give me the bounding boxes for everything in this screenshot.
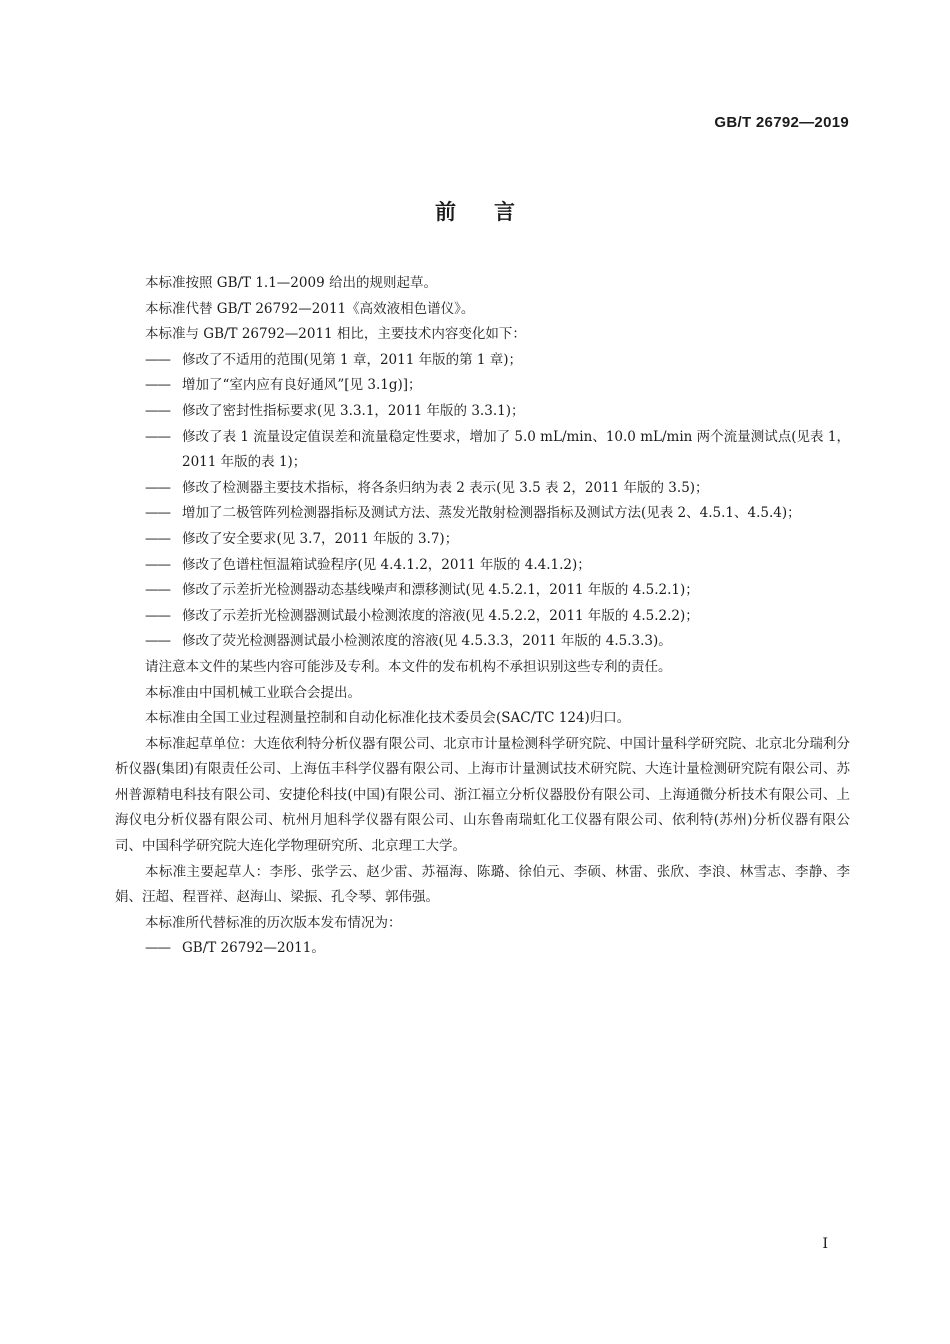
history-heading: 本标准所代替标准的历次版本发布情况为： (145, 914, 402, 931)
dash-marker (145, 476, 182, 502)
page-title (0, 196, 950, 226)
dash-marker (145, 373, 182, 399)
list-item (115, 936, 850, 962)
list-item (115, 604, 850, 630)
list-item (115, 476, 850, 502)
dash-marker (145, 501, 182, 527)
dash-marker (145, 578, 182, 604)
list-item-text: 修改了色谱柱恒温箱试验程序(见 4.4.1.2，2011 年版的 4.4.1.2)； (182, 556, 591, 573)
list-item-text: 修改了荧光检测器测试最小检测浓度的溶液(见 4.5.3.3，2011 年版的 4.5.3.3)。 (182, 633, 672, 650)
list-item-text: 修改了检测器主要技术指标，将各条归纳为表 2 表示(见 3.5 表 2，2011 年版的 3.5)； (182, 479, 709, 496)
list-item (115, 501, 850, 527)
dash-marker (145, 629, 182, 655)
document-code: GB/T 26792—2019 (714, 114, 849, 131)
preface-body (115, 271, 850, 962)
dash-marker (145, 936, 182, 962)
list-item-text: 修改了示差折光检测器动态基线噪声和漂移测试(见 4.5.2.1，2011 年版的 4.5.2.1)； (182, 582, 699, 599)
list-item (115, 373, 850, 399)
list-item-text: 增加了“室内应有良好通风”[见 3.1g)]； (182, 377, 422, 394)
patent-notice: 请注意本文件的某些内容可能涉及专利。本文件的发布机构不承担识别这些专利的责任。 (145, 658, 672, 675)
proposed-by: 本标准由中国机械工业联合会提出。 (145, 684, 361, 701)
changes-list (115, 348, 850, 655)
list-item-text: 修改了密封性指标要求(见 3.3.1，2011 年版的 3.3.1)； (182, 402, 525, 419)
list-item-text: 修改了安全要求(见 3.7，2011 年版的 3.7)； (182, 530, 459, 547)
page-title-part-2: 言 (494, 200, 515, 224)
dash-marker (145, 527, 182, 553)
list-item (115, 578, 850, 604)
main-drafters: 本标准主要起草人：李彤、张学云、赵少雷、苏福海、陈璐、徐伯元、李硕、林雷、张欣、李浪、林雪志、李静、李娟、汪超、程晋祥、赵海山、梁振、孔令琴、郭伟强。 (115, 863, 850, 906)
list-item-text: 修改了不适用的范围(见第 1 章，2011 年版的第 1 章)； (182, 351, 523, 368)
dash-marker (145, 425, 182, 451)
dash-marker (145, 399, 182, 425)
list-item (115, 348, 850, 374)
dash-marker (145, 553, 182, 579)
list-item-text: 修改了示差折光检测器测试最小检测浓度的溶液(见 4.5.2.2，2011 年版的 4.5.2.2)； (182, 607, 699, 624)
administered-by: 本标准由全国工业过程测量控制和自动化标准化技术委员会(SAC/TC 124)归口。 (145, 710, 631, 727)
list-item (115, 527, 850, 553)
drafting-organizations: 本标准起草单位：大连依利特分析仪器有限公司、北京市计量检测科学研究院、中国计量科学研究院、北京北分瑞利分析仪器(集团)有限责任公司、上海伍丰科学仪器有限公司、上海市计量测试技术研究院、大连计量检测研究院有限公司、苏州普源精电科技有限公司、安捷伦科技(中国)有限公司、浙江福立分析仪器股份有限公司、上海通微分析技术有限公司、上海仪电分析仪器有限公司、杭州月旭科学仪器有限公司、山东鲁南瑞虹化工仪器有限公司、依利特(苏州)分析仪器有限公司、中国科学研究院大连化学物理研究所、北京理工大学。 (115, 735, 850, 855)
list-item (115, 399, 850, 425)
intro-paragraph-drafting-rules: 本标准按照 GB/T 1.1—2009 给出的规则起草。 (145, 275, 437, 291)
intro-paragraph-changes-heading: 本标准与 GB/T 26792—2011 相比，主要技术内容变化如下： (145, 326, 526, 343)
list-item (115, 425, 850, 476)
page-title-part-1: 前 (435, 200, 456, 224)
intro-paragraph-replaces: 本标准代替 GB/T 26792—2011《高效液相色谱仪》。 (145, 300, 475, 317)
list-item-text: GB/T 26792—2011。 (182, 940, 325, 957)
dash-marker (145, 604, 182, 630)
list-item-text: 增加了二极管阵列检测器指标及测试方法、蒸发光散射检测器指标及测试方法(见表 2、4.5.1、4.5.4)； (182, 505, 801, 522)
dash-marker (145, 348, 182, 374)
list-item-text: 修改了表 1 流量设定值误差和流量稳定性要求，增加了 5.0 mL/min、10.0 mL/min 两个流量测试点(见表 1，2011 年版的表 1)； (182, 428, 850, 471)
history-list (115, 936, 850, 962)
list-item (115, 553, 850, 579)
page-number: I (822, 1236, 828, 1252)
list-item (115, 629, 850, 655)
